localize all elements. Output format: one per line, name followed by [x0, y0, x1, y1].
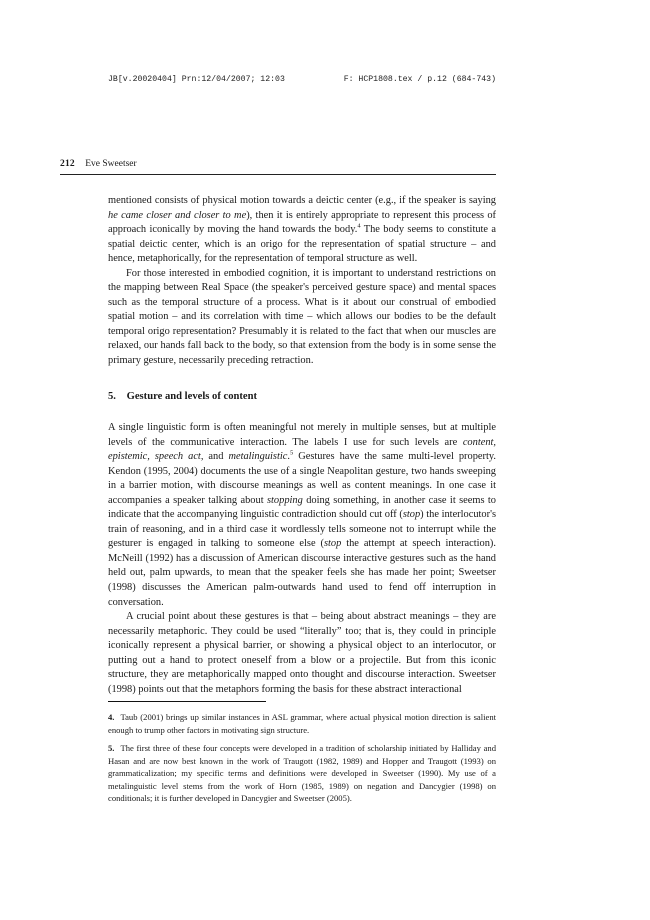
- footnote-rule: [108, 701, 266, 702]
- section-heading: [108, 391, 496, 402]
- text-run: doing something, in another case it seems to indicate that the accompanying linguistic contradiction should cut off (: [108, 494, 496, 521]
- footnote-ref-5: 5: [289, 449, 294, 457]
- text-run: ), then it is entirely appropriate to represent this process of approach iconically by moving the hand towards the body.: [108, 209, 496, 236]
- running-head-author: Eve Sweetser: [85, 159, 137, 169]
- footnote-text: The first three of these four concepts were developed in a tradition of scholarship initiated by Halliday and Hasan and are now best known in the work of Traugott (1982, 1989) and Hopper and Traugott (1993) on grammaticalization; my specific terms and definitions were developed in Sweetser (1990). My use of a metalinguistic level stems from the work of Horn (1985, 1989) on negation and Dancygier (1998) on conditionals; it is further developed in Dancygier and Sweetser (2005).: [108, 743, 496, 803]
- slug-left: JB[v.20020404] Prn:12/04/2007; 12:03: [108, 75, 285, 84]
- body-text-section-5: [108, 421, 496, 697]
- running-head: [60, 159, 496, 175]
- text-run: mentioned consists of physical motion towards a deictic center (e.g., if the speaker is saying: [108, 195, 496, 206]
- page-number: 212: [60, 159, 75, 169]
- text-run: A single linguistic form is often meaningful not merely in multiple senses, but at multiple levels of the communicative interaction. The labels I use for such levels are: [108, 422, 496, 448]
- text-run: and: [203, 451, 229, 463]
- footnotes: [108, 711, 496, 811]
- footnote-text: Taub (2001) brings up similar instances in ASL grammar, where actual physical motion direction is salient enough to trump other factors in motivating sign structure.: [108, 712, 496, 735]
- footnote-number: 5.: [108, 743, 115, 753]
- section-title: Gesture and levels of content: [126, 391, 258, 402]
- footnote-number: 4.: [108, 712, 115, 722]
- paragraph-4: A crucial point about these gestures is that – being about abstract meanings – they are necessarily metaphoric. They could be used “literally” too; that is, they could in principle iconically represent a physical barrier, or showing a physical object to an interlocutor, or putting out a hand to protect oneself from a blow or a projectile. But from this iconic structure, they are metaphorically mapped onto thought and discourse interaction. Sweetser (1998) points out that the metaphors forming the basis for these abstract interactional: [108, 611, 496, 695]
- italic-term: content, epistemic, speech act,: [108, 436, 496, 463]
- italic-term: stop: [323, 538, 342, 550]
- footnote-ref-4: 4: [357, 222, 361, 230]
- italic-term: stop: [402, 509, 421, 521]
- italic-term: metalinguistic: [228, 451, 288, 463]
- italic-term: stopping: [267, 494, 303, 506]
- paragraph-3: [108, 421, 496, 610]
- text-run: .: [287, 451, 290, 463]
- body-text-top: [108, 194, 496, 369]
- footnote-5: [108, 742, 496, 805]
- text-run: ) the interlocutor's train of reasoning, and in a third case it wordlessly tells someone not to interrupt while the gesturer is engaged in talking to someone else (: [108, 509, 496, 550]
- paragraph-2: For those interested in embodied cognition, it is important to understand restrictions on the mapping between Real Space (the speaker's perceived gesture space) and mental spaces such as the temporal structure of a process. What is it about our construal of embodied spatial motion – and its correlation with time – which allows our bodies to be the default temporal origo representation? Presumably it is related to the fact that when our muscles are relaxed, our hands fall back to the body, so that extension from the body is in some sense the primary gesture, necessarily preceding retraction.: [108, 267, 496, 367]
- footnote-4: [108, 711, 496, 736]
- text-run: The body seems to constitute a spatial deictic center, which is an origo for the representation of spatial structure – and hence, metaphorically, for the representation of temporal structure as well.: [108, 224, 496, 265]
- italic-example: he came closer and closer to me: [108, 209, 247, 221]
- text-run: the attempt at speech interaction). McNeill (1992) has a discussion of American discourse interactive gestures such as the hand held out, palm upwards, to mean that the speaker feels she has made her point; Sweetser (1998) discusses the American palm-outwards hand used to fend off interruption in conversation.: [108, 538, 496, 608]
- paragraph-1: [108, 194, 496, 267]
- print-slug: [108, 75, 496, 84]
- slug-right: F: HCP1808.tex / p.12 (684-743): [343, 75, 496, 84]
- text-run: Gestures have the same multi-level property. Kendon (1995, 2004) documents the use of a single Neapolitan gesture, two hands sweeping in a barrier motion, with discourse meanings as well as content meanings. In one case it accompanies a speaker talking about: [108, 451, 496, 506]
- section-number: 5.: [108, 391, 116, 402]
